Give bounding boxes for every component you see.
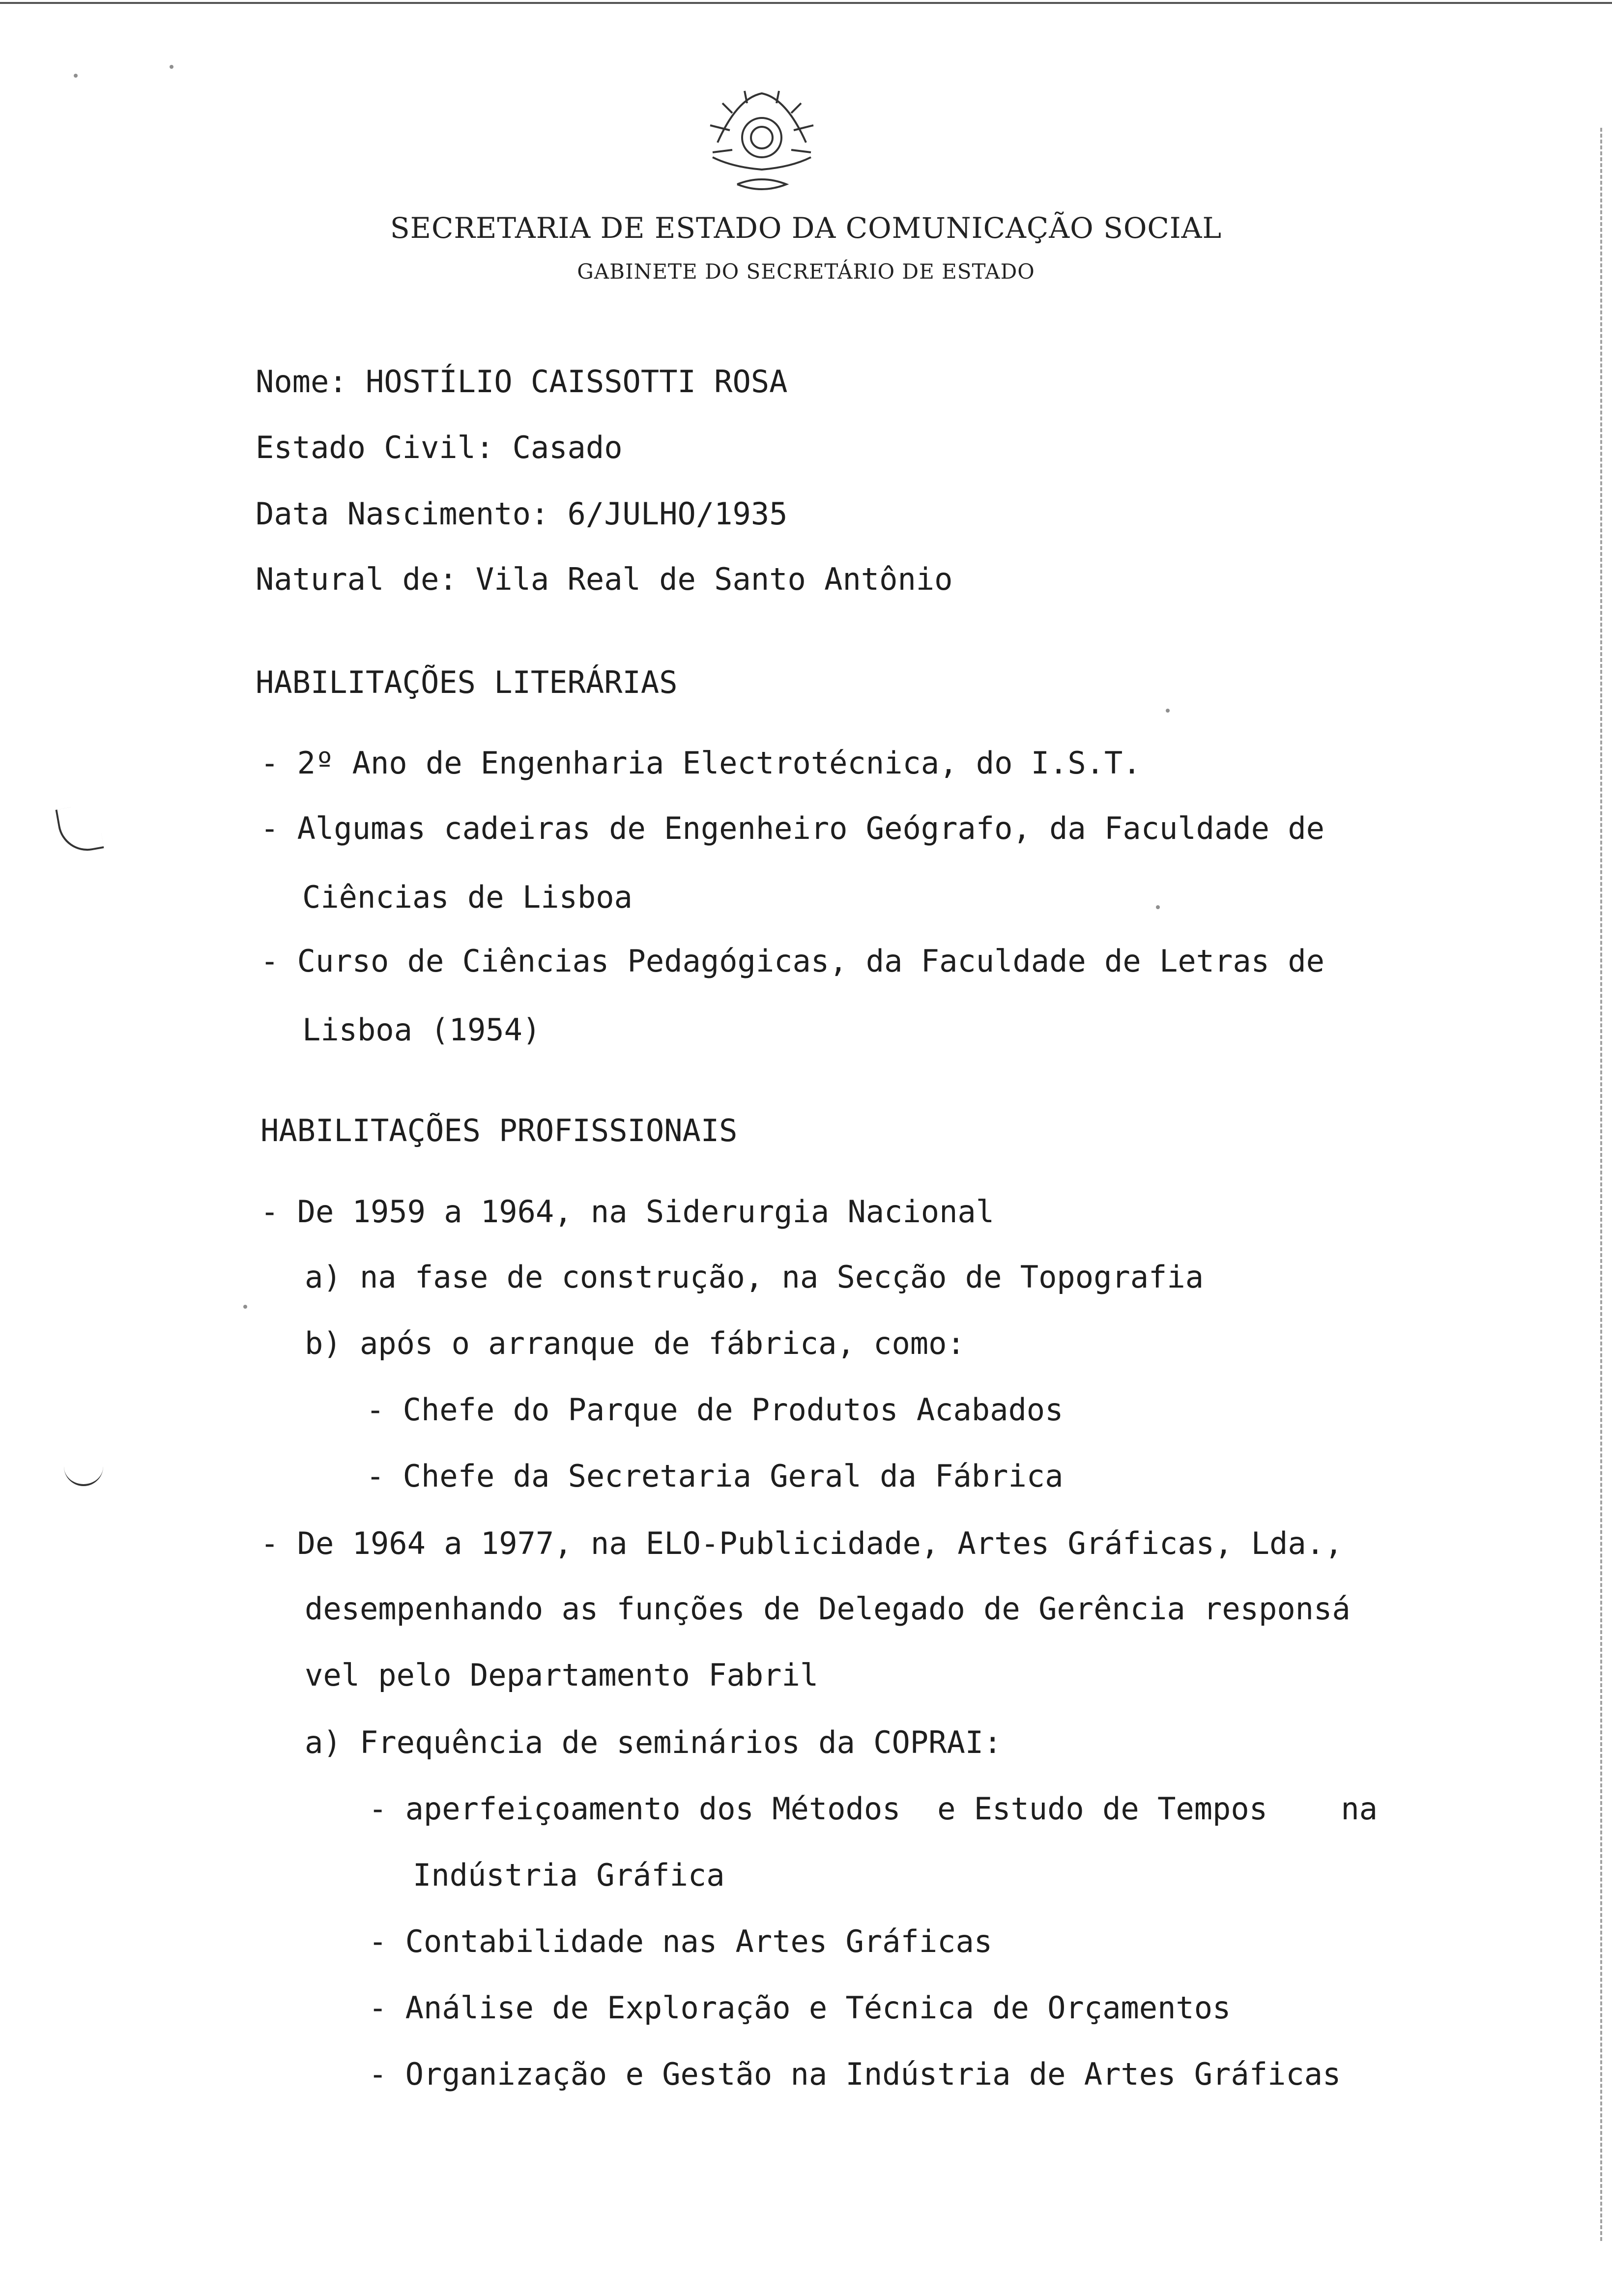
professional-line: - Chefe da Secretaria Geral da Fábrica — [366, 1458, 1064, 1494]
margin-mark — [64, 1455, 103, 1486]
professional-heading: HABILITAÇÕES PROFISSIONAIS — [260, 1113, 738, 1148]
ministry-title: SECRETARIA DE ESTADO DA COMUNICAÇÃO SOCIAL — [390, 211, 1222, 245]
literary-line: Lisboa (1954) — [302, 1012, 541, 1048]
literary-line: Ciências de Lisboa — [302, 879, 633, 915]
professional-line: desempenhando as funções de Delegado de Gerência responsá — [305, 1591, 1351, 1627]
professional-line: - aperfeiçoamento dos Métodos e Estudo de Tempos na — [369, 1791, 1378, 1827]
scan-speck — [1166, 709, 1170, 713]
professional-line: a) na fase de construção, na Secção de Topografia — [305, 1259, 1204, 1295]
professional-line: b) após o arranque de fábrica, como: — [305, 1325, 965, 1361]
perforation-edge — [1600, 128, 1602, 2241]
scan-speck — [1156, 905, 1160, 909]
birth-date-line: Data Nascimento: 6/JULHO/1935 — [256, 496, 788, 532]
scan-speck — [243, 1305, 247, 1309]
literary-line: - Curso de Ciências Pedagógicas, da Faculdade de Letras de — [260, 943, 1324, 979]
professional-line: vel pelo Departamento Fabril — [305, 1657, 819, 1693]
professional-line: - De 1964 a 1977, na ELO-Publicidade, Artes Gráficas, Lda., — [260, 1525, 1343, 1561]
professional-line: - De 1959 a 1964, na Siderurgia Nacional — [260, 1194, 995, 1230]
top-border-line — [0, 2, 1612, 4]
professional-line: - Análise de Exploração e Técnica de Orçamentos — [369, 1990, 1231, 2026]
scan-speck — [74, 74, 78, 78]
professional-line: a) Frequência de seminários da COPRAI: — [305, 1724, 1002, 1760]
professional-line: - Chefe do Parque de Produtos Acabados — [366, 1392, 1064, 1428]
name-line: Nome: HOSTÍLIO CAISSOTTI ROSA — [256, 364, 788, 400]
coat-of-arms-icon — [683, 84, 840, 197]
professional-line: Indústria Gráfica — [413, 1857, 725, 1893]
office-subtitle: GABINETE DO SECRETÁRIO DE ESTADO — [577, 259, 1035, 284]
margin-mark — [55, 803, 104, 855]
literary-heading: HABILITAÇÕES LITERÁRIAS — [256, 664, 678, 700]
birthplace-line: Natural de: Vila Real de Santo Antônio — [256, 561, 953, 597]
literary-line: - Algumas cadeiras de Engenheiro Geógrafo, da Faculdade de — [260, 810, 1324, 846]
professional-line: - Contabilidade nas Artes Gráficas — [369, 1923, 993, 1959]
literary-line: - 2º Ano de Engenharia Electrotécnica, do I.S.T. — [260, 745, 1141, 781]
scan-speck — [170, 65, 173, 69]
professional-line: - Organização e Gestão na Indústria de Artes Gráficas — [369, 2056, 1341, 2092]
civil-status-line: Estado Civil: Casado — [256, 430, 623, 465]
